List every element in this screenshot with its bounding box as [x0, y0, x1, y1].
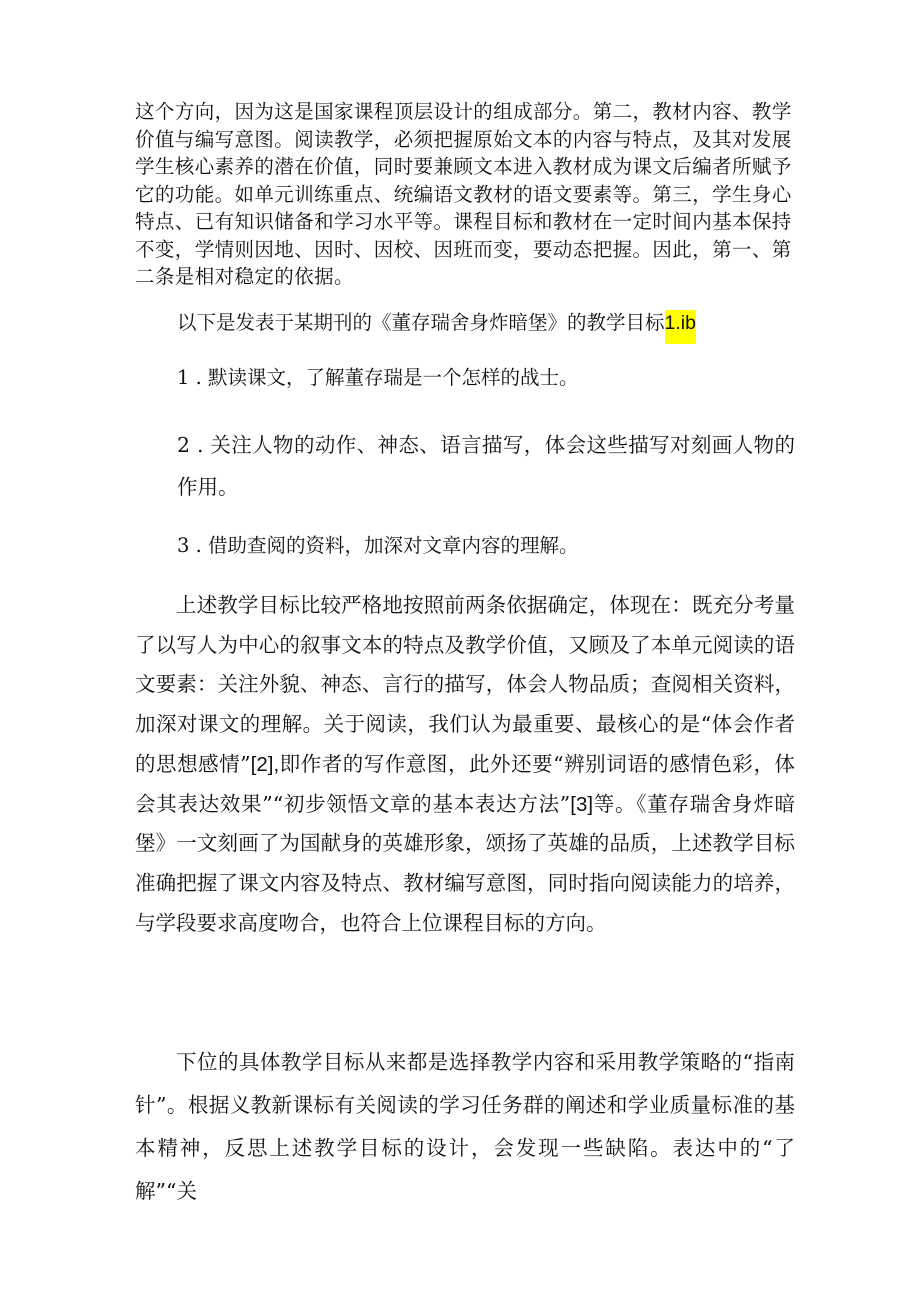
paragraph-reflection: 下位的具体教学目标从来都是选择教学内容和采用教学策略的“指南针”。根据义教新课标有关阅读的学习任务群的阐述和学业质量标准的基本精神，反思上述教学目标的设计，会发现一些缺陷。表达中的“了解”“关 — [135, 1050, 795, 1203]
analysis-text-2: 即作者的写作意图，此外还要“辨别词语的感情色彩，体会其表达效果”“初步领悟文章的基本表达方法” — [135, 751, 795, 816]
analysis-text-3: 等。《董存瑞舍身炸暗堡》一文刻画了为国献身的英雄形象，颂扬了英雄的品质，上述教学目标准确把握了课文内容及特点、教材编写意图，同时指向阅读能力的培养，与学段要求高度吻合，也符合上位课程目标的方向。 — [135, 791, 795, 935]
paragraph-analysis — [135, 586, 795, 943]
goal-item-1: 1 . 默读课文，了解董存瑞是一个怎样的战士。 — [177, 366, 579, 389]
intro-text: 以下是发表于某期刊的《董存瑞舍身炸暗堡》的教学目标 — [177, 311, 665, 334]
paragraph-intro — [177, 309, 837, 337]
highlight-mark: 1.ib — [665, 310, 696, 344]
paragraph-basis: 这个方向，因为这是国家课程顶层设计的组成部分。第二，教材内容、教学价值与编写意图。阅读教学，必须把握原始文本的内容与特点，及其对发展学生核心素养的潜在价值，同时要兼顾文本进入教材成为课文后编者所赋予它的功能。如单元训练重点、统编语文教材的语文要素等。第三，学生身心特点、已有知识储备和学习水平等。课程目标和教材在一定时间内基本保持不变，学情则因地、因时、因校、因班而变，要动态把握。因此，第一、第二条是相对稳定的依据。 — [135, 100, 792, 288]
goal-item-3: 3 . 借助查阅的资料，加深对文章内容的理解。 — [177, 534, 579, 557]
analysis-text-1: 上述教学目标比较严格地按照前两条依据确定，体现在：既充分考量了以写人为中心的叙事文本的特点及教学价值，又顾及了本单元阅读的语文要素：关注外貌、神态、言行的描写，体会人物品质；查阅相关资料，加深对课文的理解。关于阅读，我们认为最重要、最核心的是“体会作者的思想感情” — [135, 593, 795, 776]
goal-item-2: 2 . 关注人物的动作、神态、语言描写，体会这些描写对刻画人物的作用。 — [177, 433, 795, 499]
citation-ref-2: [2], — [250, 752, 280, 776]
citation-ref-3: [3] — [570, 792, 594, 816]
